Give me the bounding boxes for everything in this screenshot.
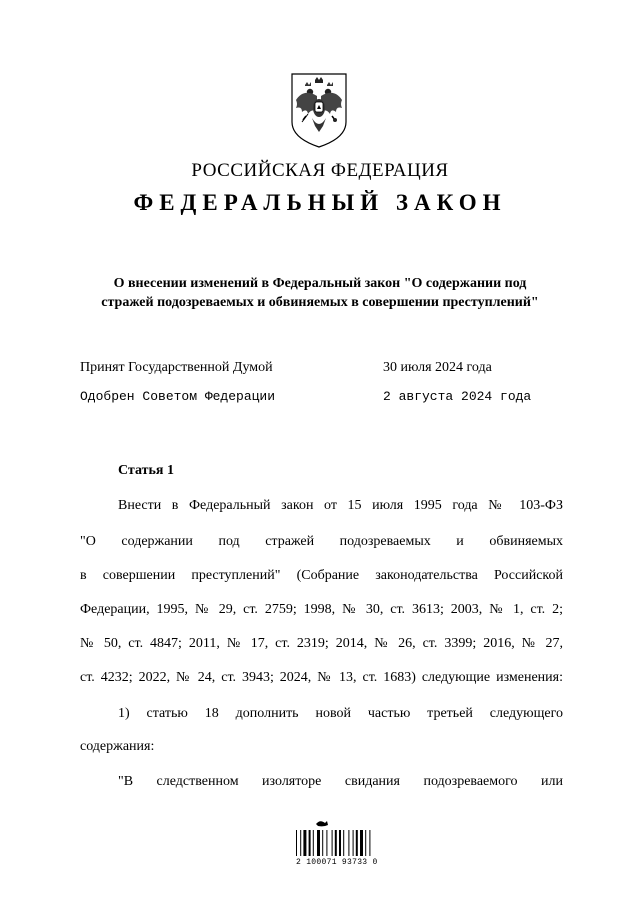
- council-approval-label: Одобрен Советом Федерации: [80, 389, 276, 404]
- document-type: ФЕДЕРАЛЬНЫЙ ЗАКОН: [133, 190, 507, 215]
- body-text-line: ст. 4232; 2022, № 24, ст. 3943; 2024, № 13, ст. 1683) следующие изменения:: [80, 670, 563, 685]
- law-title: [60, 274, 580, 312]
- law-title-line: О внесении изменений в Федеральный закон "О содержании под: [113, 276, 527, 291]
- barcode-number: 2 100071 93733 0: [296, 858, 378, 867]
- body-text-line: № 50, ст. 4847; 2011, № 17, ст. 2319; 2014, № 26, ст. 3399; 2016, № 27,: [80, 636, 563, 651]
- council-approval-date: 2 августа 2024 года: [383, 389, 532, 404]
- body-text-line: "В следственном изоляторе свидания подозреваемого или: [118, 774, 563, 789]
- body-text-line: в совершении преступлений" (Собрание законодательства Российской: [80, 568, 563, 583]
- body-text-line: "О содержании под стражей подозреваемых и обвиняемых: [80, 534, 563, 549]
- article-heading: Статья 1: [118, 463, 174, 478]
- body-text-line: Федерации, 1995, № 29, ст. 2759; 1998, № 30, ст. 3613; 2003, № 1, ст. 2;: [80, 602, 563, 617]
- coat-of-arms-emblem: [288, 70, 350, 150]
- law-title-line: стражей подозреваемых и обвиняемых в совершении преступлений": [101, 295, 539, 310]
- body-text-line: содержания:: [80, 739, 155, 754]
- duma-adoption-label: Принят Государственной Думой: [80, 360, 273, 375]
- country-name: РОССИЙСКАЯ ФЕДЕРАЦИЯ: [191, 160, 449, 181]
- body-text-line: Внести в Федеральный закон от 15 июля 1995 года № 103-ФЗ: [118, 498, 563, 513]
- duma-adoption-date: 30 июля 2024 года: [383, 360, 492, 375]
- body-text-line: 1) статью 18 дополнить новой частью третьей следующего: [118, 706, 563, 721]
